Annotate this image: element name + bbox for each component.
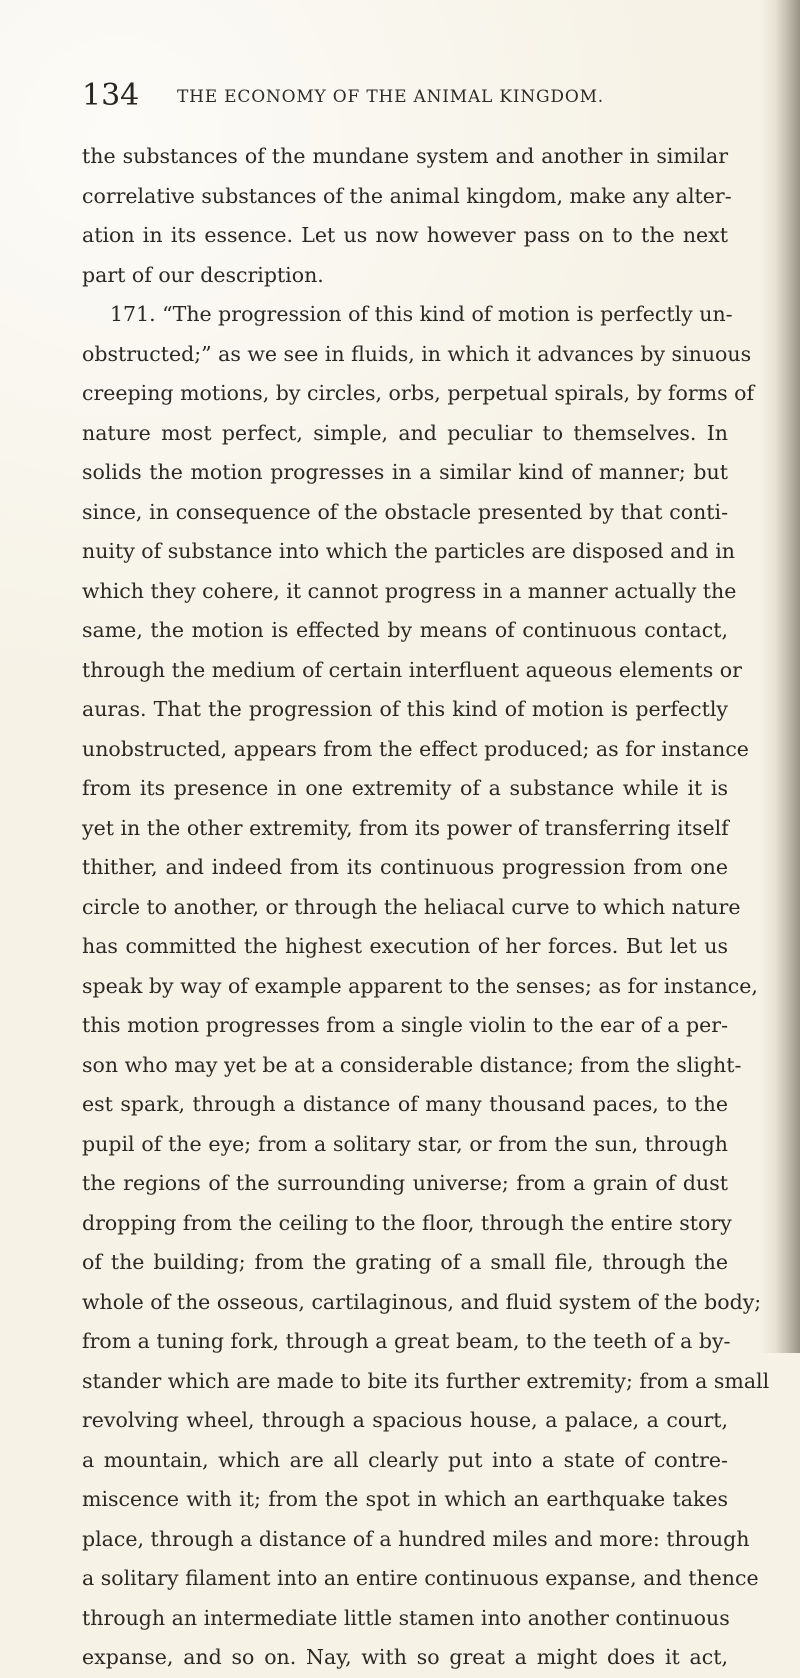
body-text (82, 137, 770, 1678)
text-line: pupil of the eye; from a solitary star, or from the sun, through (82, 1131, 728, 1156)
text-line: solids the motion progresses in a similar kind of manner; but (82, 460, 728, 484)
text-line: a mountain, which are all clearly put into a state of contre- (82, 1447, 728, 1472)
page-edge-shadow (776, 0, 800, 1353)
running-title: THE ECONOMY OF THE ANIMAL KINGDOM. (177, 87, 604, 107)
text-line: speak by way of example apparent to the senses; as for instance, (82, 973, 758, 998)
text-line: the regions of the surrounding universe; from a grain of dust (82, 1171, 728, 1195)
text-line: same, the motion is effected by means of continuous contact, (82, 618, 728, 642)
text-line: place, through a distance of a hundred miles and more: through (82, 1526, 750, 1551)
paragraph-171-start: 171. “The progression of this kind of motion is perfectly un- (110, 302, 733, 326)
page-header (82, 78, 728, 122)
text-line: thither, and indeed from its continuous progression from one (82, 855, 728, 879)
text-line: unobstructed, appears from the effect produced; as for instance (82, 736, 749, 761)
text-line: from its presence in one extremity of a substance while it is (82, 776, 728, 800)
text-line: ation in its essence. Let us now however pass on to the next (82, 223, 728, 247)
text-line: obstructed;” as we see in fluids, in which it advances by sinuous (82, 341, 752, 366)
text-line: est spark, through a distance of many thousand paces, to the (82, 1092, 728, 1116)
text-line: a solitary filament into an entire continuous expanse, and thence (82, 1566, 759, 1590)
text-line: stander which are made to bite its further extremity; from a small (82, 1368, 770, 1393)
text-line: miscence with it; from the spot in which an earthquake takes (82, 1487, 728, 1511)
text-line: correlative substances of the animal kingdom, make any alter- (82, 183, 732, 208)
text-line: has committed the highest execution of her forces. But let us (82, 934, 728, 958)
text-line: through an intermediate little stamen into another continuous (82, 1605, 730, 1630)
text-line: yet in the other extremity, from its power of transferring itself (82, 815, 729, 840)
text-line: which they cohere, it cannot progress in a manner actually the (82, 578, 737, 603)
text-line: nuity of substance into which the particles are disposed and in (82, 539, 735, 563)
text-line: dropping from the ceiling to the floor, through the entire story (82, 1210, 732, 1235)
text-line: circle to another, or through the heliacal curve to which nature (82, 894, 741, 919)
text-line: of the building; from the grating of a small file, through the (82, 1250, 728, 1274)
text-line: auras. That the progression of this kind of motion is perfectly (82, 697, 728, 721)
text-line: creeping motions, by circles, orbs, perpetual spirals, by forms of (82, 381, 755, 405)
text-line: son who may yet be at a considerable distance; from the slight- (82, 1052, 742, 1077)
text-line: from a tuning fork, through a great beam, to the teeth of a by- (82, 1329, 731, 1353)
text-line: nature most perfect, simple, and peculiar to themselves. In (82, 420, 728, 445)
text-line: since, in consequence of the obstacle presented by that conti- (82, 499, 728, 524)
text-line: revolving wheel, through a spacious house, a palace, a court, (82, 1408, 728, 1432)
text-line: the substances of the mundane system and another in similar (82, 144, 728, 168)
text-line: this motion progresses from a single violin to the ear of a per- (82, 1013, 728, 1037)
text-line: part of our description. (82, 262, 324, 287)
text-line: expanse, and so on. Nay, with so great a might does it act, (82, 1645, 728, 1669)
text-line: through the medium of certain interfluent aqueous elements or (82, 657, 742, 682)
page-number: 134 (82, 78, 140, 113)
text-line: whole of the osseous, cartilaginous, and fluid system of the body; (82, 1289, 762, 1314)
